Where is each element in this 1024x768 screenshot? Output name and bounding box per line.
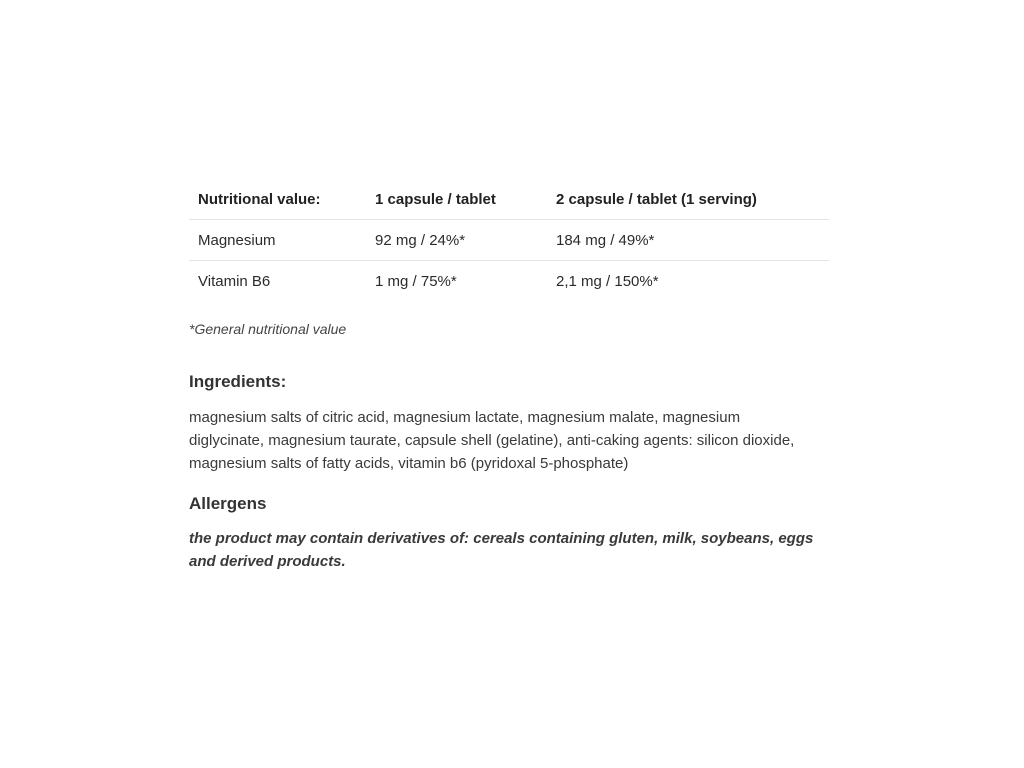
nutrient-name-cell: Vitamin B6 (198, 272, 271, 290)
ingredients-text: magnesium salts of citric acid, magnesium lactate, magnesium malate, magnesium diglycinate, magnesium taurate, capsule shell (gelatine), anti-caking agents: silicon dioxide, magnesium salts of fatty acids, vitamin b6 (pyridoxal 5-phosphate) (189, 409, 795, 472)
allergens-heading: Allergens (189, 494, 267, 513)
allergens-text: the product may contain derivatives of: cereals containing gluten, milk, soybeans, eggs and derived products. (189, 530, 814, 570)
table-row (189, 220, 829, 261)
two-capsule-value-cell: 2,1 mg / 150%* (556, 272, 659, 290)
product-details (189, 180, 829, 573)
column-header-nutritional-value: Nutritional value: (198, 191, 321, 208)
one-capsule-value-cell: 1 mg / 75%* (375, 272, 457, 290)
one-capsule-value-cell: 92 mg / 24%* (375, 231, 466, 249)
table-header-row (189, 180, 829, 220)
two-capsule-value-cell: 184 mg / 49%* (556, 231, 655, 249)
column-header-one-capsule: 1 capsule / tablet (375, 191, 496, 208)
column-header-two-capsules: 2 capsule / tablet (1 serving) (556, 191, 757, 208)
ingredients-heading: Ingredients: (189, 372, 287, 391)
nutrient-name-cell: Magnesium (198, 231, 276, 249)
nutrition-table (189, 180, 829, 301)
nutrition-footnote: *General nutritional value (189, 321, 347, 337)
table-row (189, 261, 829, 302)
